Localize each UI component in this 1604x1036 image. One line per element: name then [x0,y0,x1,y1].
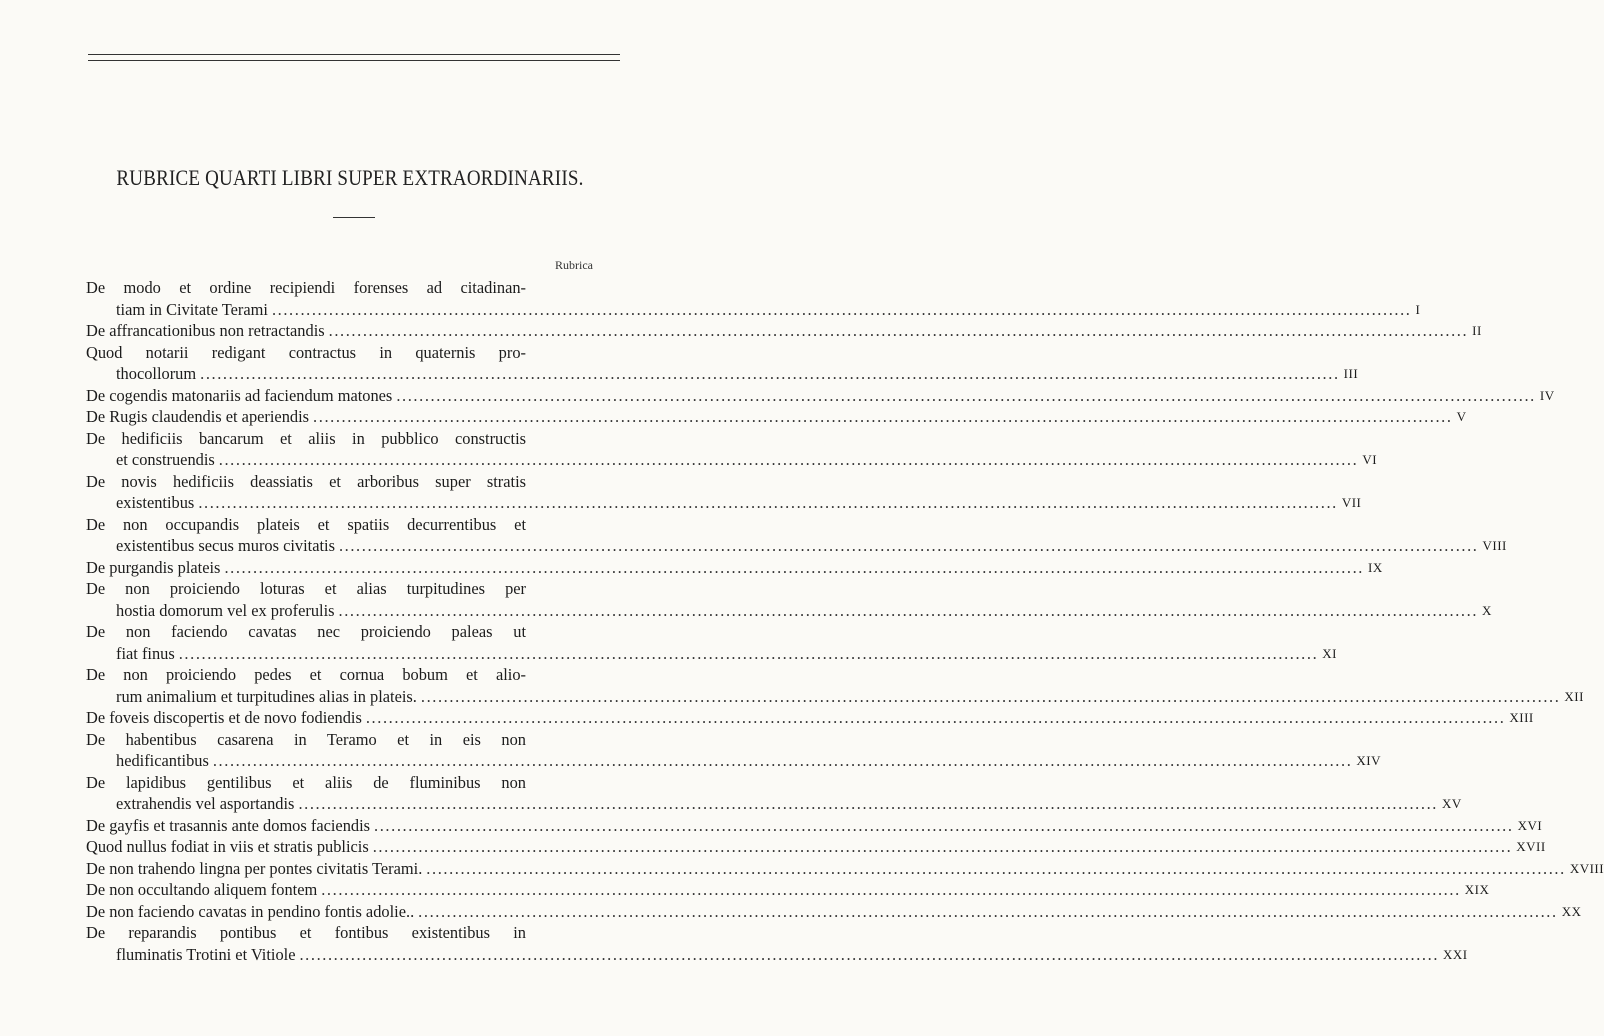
dot-leader: ........................................................................................................................................................................................................ [224,557,1364,577]
rubrica-number: V [1456,409,1467,424]
title-divider [333,217,375,218]
dot-leader: ........................................................................................................................................................................................................ [372,837,1513,856]
rubrica-number: XIX [1464,882,1490,897]
rubrica-number: XX [1561,903,1582,919]
toc-entry-text: Quod nullus fodiat in viis et stratis publicis [86,837,369,856]
toc-entry [86,836,1546,858]
toc-entry-text: De non proiciendo loturas et alias turpitudines per [86,579,526,598]
toc-entry-text: De hedificiis bancarum et aliis in pubblico constructis [86,428,526,448]
toc-entry-text: existentibus [116,493,195,512]
toc-entry-text: De lapidibus gentilibus et aliis de fluminibus non [86,772,526,792]
toc-entry-text: De modo et ordine recipiendi forenses ad citadinan- [86,278,526,297]
toc-entry [86,514,1507,557]
toc-entry-text: De habentibus casarena in Teramo et in eis non [86,729,526,749]
toc-entry [86,858,1604,880]
toc-entry-text: De affrancationibus non retractandis [86,321,325,340]
toc-entry [86,406,1467,428]
dot-leader: ........................................................................................................................................................................................................ [321,880,1461,899]
rubrica-number: XII [1564,688,1584,704]
toc-entry-text: et construendis [116,450,215,469]
toc-entry-text: rum animalium et turpitudines alias in plateis. [116,686,417,706]
toc-entry [86,901,1582,923]
rubrica-number: VIII [1482,538,1507,553]
dot-leader: ........................................................................................................................................................................................................ [338,536,1479,555]
dot-leader: ........................................................................................................................................................................................................ [198,493,1338,512]
dot-leader: ........................................................................................................................................................................................................ [299,944,1440,964]
toc-entry-text: hostia domorum vel ex proferulis [116,600,335,620]
dot-leader: ........................................................................................................................................................................................................ [328,321,1469,340]
toc-entry [86,342,1359,385]
rubrica-number: XVI [1517,817,1543,833]
toc-entry [86,277,1421,320]
dot-leader: ........................................................................................................................................................................................................ [420,686,1561,706]
toc-entry-text: De non occupandis plateis et spatiis decurrentibus et [86,514,526,534]
dot-leader: ........................................................................................................................................................................................................ [313,407,1453,426]
toc-entry-text: fluminatis Trotini et Vitiole [116,944,296,964]
toc-entry-text: fiat finus [116,643,175,663]
toc-entry-text: existentibus secus muros civitatis [116,536,335,555]
toc-entry [86,578,1492,621]
toc-entry-text: De non faciendo cavatas nec proiciendo paleas ut [86,622,526,641]
dot-leader: ........................................................................................................................................................................................................ [218,450,1359,469]
top-double-rule [88,54,620,61]
rubrica-number: XIII [1509,710,1534,725]
rubrica-number: III [1343,366,1359,381]
rubrica-number: XIV [1356,753,1381,768]
toc-entry [86,729,1381,772]
dot-leader: ........................................................................................................................................................................................................ [374,815,1514,835]
rubrica-number: IX [1367,559,1383,575]
toc-entry-text: De non proiciendo pedes et cornua bobum et alio- [86,665,526,684]
toc-entry-text: De non trahendo lingna per pontes civitatis Terami. [86,858,423,878]
toc-entry [86,664,1584,707]
toc-entry [86,879,1490,901]
dot-leader: ........................................................................................................................................................................................................ [212,751,1353,770]
toc-entry-text: De non faciendo cavatas in pendino fontis adolie.. [86,901,415,921]
page-title: RUBRICE QUARTI LIBRI SUPER EXTRAORDINARIIS. [116,166,584,191]
rubrica-number: IV [1539,387,1555,403]
dot-leader: ........................................................................................................................................................................................................ [365,708,1506,727]
dot-leader: ........................................................................................................................................................................................................ [418,901,1558,921]
toc-entry [86,471,1362,514]
dot-leader: ........................................................................................................................................................................................................ [178,643,1319,663]
dot-leader: ........................................................................................................................................................................................................ [338,600,1479,620]
toc-entry-text: hedificantibus [116,751,209,770]
rubrica-number: XI [1322,645,1337,661]
rubrica-column-label: Rubrica [555,258,593,272]
dot-leader: ........................................................................................................................................................................................................ [200,364,1340,383]
toc-entry-text: De cogendis matonariis ad faciendum matones [86,385,393,405]
toc-entry-text: De gayfis et trasannis ante domos faciendis [86,815,371,835]
toc-entry [86,707,1534,729]
table-of-contents [86,277,1604,965]
dot-leader: ........................................................................................................................................................................................................ [271,299,1412,319]
toc-entry-text: tiam in Civitate Terami [116,299,268,319]
rubrica-number: XVII [1516,839,1546,854]
dot-leader: ........................................................................................................................................................................................................ [298,794,1438,813]
toc-entry [86,772,1462,815]
toc-entry-text: Quod notarii redigant contractus in quaternis pro- [86,342,526,362]
toc-entry [86,815,1543,837]
rubrica-number: XXI [1443,946,1468,962]
toc-entry [86,621,1337,664]
toc-entry [86,428,1378,471]
toc-entry-text: De non occultando aliquem fontem [86,880,318,899]
toc-entry-text: De reparandis pontibus et fontibus existentibus in [86,923,526,942]
rubrica-number: X [1482,602,1492,618]
toc-entry [86,557,1383,579]
toc-entry [86,320,1482,342]
toc-entry-text: extrahendis vel asportandis [116,794,295,813]
rubrica-number: I [1415,301,1421,317]
toc-entry-text: De Rugis claudendis et aperiendis [86,407,310,426]
rubrica-number: XV [1441,796,1462,811]
toc-entry-text: De purgandis plateis [86,557,221,577]
toc-entry-text: De foveis discopertis et de novo fodiendis [86,708,362,727]
rubrica-number: VI [1362,452,1378,467]
toc-entry [86,385,1555,407]
toc-entry [86,922,1468,965]
rubrica-number: VII [1341,495,1362,510]
rubrica-number: II [1472,323,1482,338]
dot-leader: ........................................................................................................................................................................................................ [426,858,1566,878]
dot-leader: ........................................................................................................................................................................................................ [396,385,1536,405]
toc-entry-text: De novis hedificiis deassiatis et arboribus super stratis [86,471,526,491]
rubrica-number: XVIII [1569,860,1604,876]
toc-entry-text: thocollorum [116,364,197,383]
